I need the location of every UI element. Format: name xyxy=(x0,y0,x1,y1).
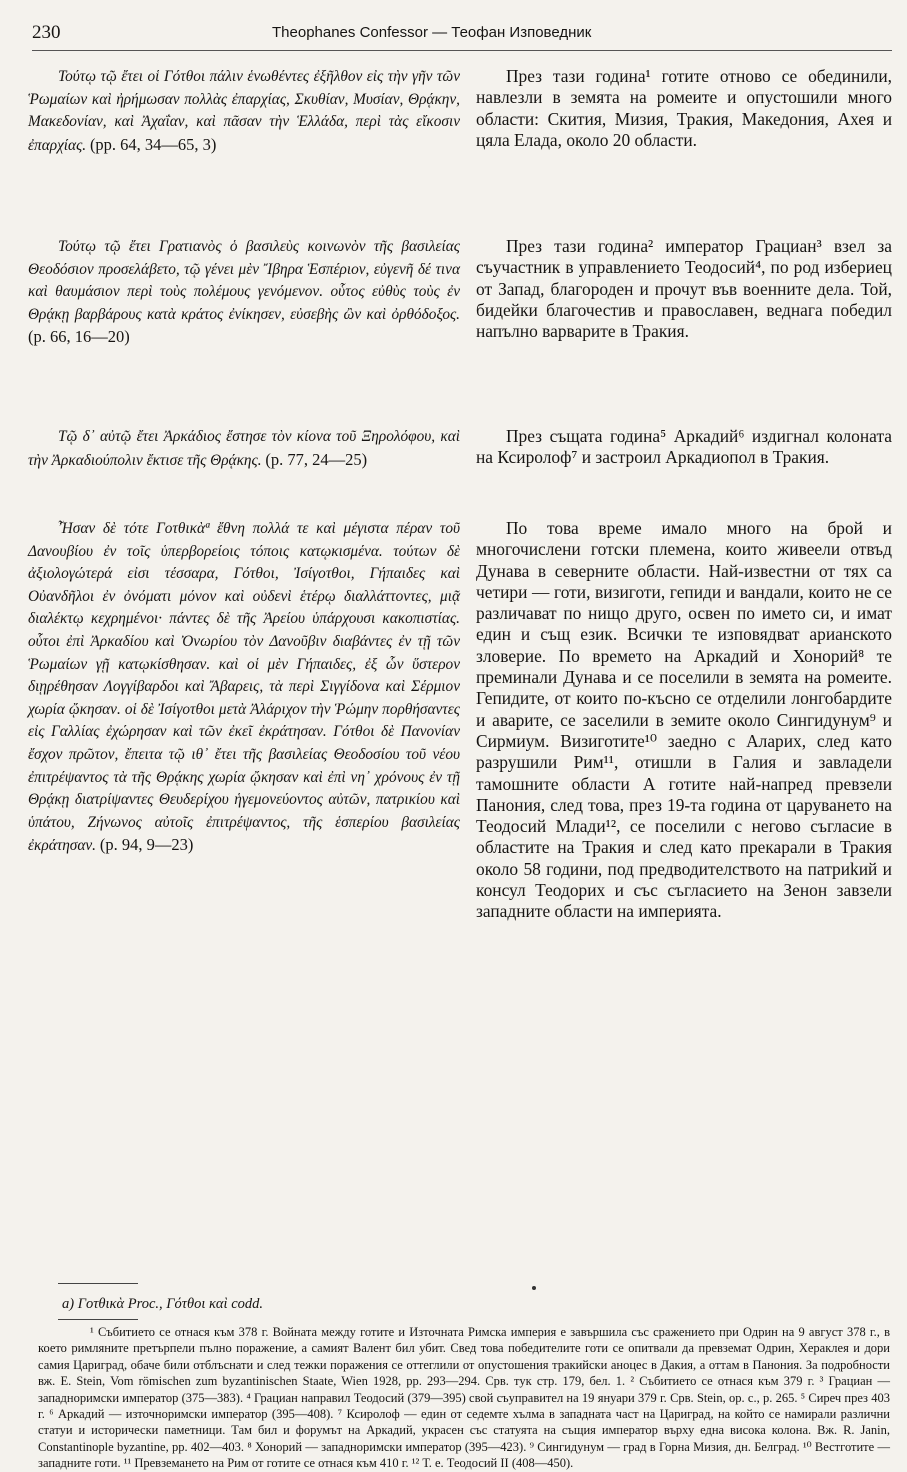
bulgarian-translation: По това време имало много на брой и многочислени готски племена, които живеели отвъд Дунава в северните области. Най-известни от тях са четири — готи, визиготи, гепиди и вандали, които не се различават по нищо друго, освен по името си, и имат един и същ език. Всички те изповядват арианското зловерие. По времето на Аркадий и Хонорий⁸ те преминали Дунава и се поселили в земята на ромеите. Гепидите, от които по-късно се отделили лонгобардите и аварите, се заселили в земите около Сингидунум⁹ и Сирмиум. Визиготите¹⁰ заедно с Аларих, след като разрушили Рим¹¹, отишли в Галия и завладели тамошните области А готите най-напред превзели Панония, след това, през 19-та година от царуването на Теодосий Млади¹², се поселили с негово съгласие в областите на Тракия и след като прекарали в Тракия около 58 години, под предводителството на патриkий и консул Теодорих и със съгласието на Зенон завзели западните области на империята. xyxy=(476,518,892,922)
bulgarian-translation: През тази година¹ готите отново се обединили, навлезли в земята на ромеите и опустошили много области: Скития, Мизия, Тракия, Македония, Ахея и цяла Елада, около 20 области. xyxy=(476,66,892,150)
greek-reference: (p. 66, 16—20) xyxy=(28,327,130,347)
greek-passage xyxy=(28,518,460,858)
footnote-rule xyxy=(58,1319,138,1320)
page-header xyxy=(32,20,892,51)
greek-text: Τῷ δ᾽ αὐτῷ ἔτει Ἀρκάδιος ἔστησε τὸν κίονα τοῦ Ξηρολόφου, καὶ τὴν Ἀρκαδιούπολιν ἔκτισε τῆς Θρᾴκης. xyxy=(28,428,460,469)
apparatus-rule xyxy=(58,1283,138,1284)
greek-text: Τούτῳ τῷ ἔτει οἱ Γότθοι πάλιν ἑνωθέντες ἐξῆλθον εἰς τὴν γῆν τῶν Ῥωμαίων καὶ ἠρήμωσαν πολλὰς ἐπαρχίας, Σκυθίαν, Μυσίαν, Θρᾴκην, Μακεδονίαν, καὶ Ἀχαΐαν, καὶ πᾶσαν τὴν Ἑλλάδα, περὶ τὰς εἴκοσιν ἐπαρχίας. xyxy=(28,68,460,154)
greek-passage xyxy=(28,66,460,157)
running-title: Theophanes Confessor — Теофан Изповедник xyxy=(272,24,592,41)
footnotes: ¹ Събитието се отнася към 378 г. Войната между готите и Източната Римска империя е завършила със сражението при Одрин на 9 август 378 г., в което римляните претърпели пълно поражение, а самият Валент бил убит. Свед това победителите готи се опитвали да превземат Одрин, Хераклея и дори самия Цариград, обаче били отблъснати и след тежки поражения се оттеглили от опустошения тракийски аноцес в Дакия, а оттам в Панония. За подробности вж. E. Stein, Vom römischen zum byzantinischen Staate, Wien 1928, pp. 293—294. Срв. тук стр. 179, бел. 1. ² Събитието се отнася към 379 г. ³ Грациан — западноримски император (375—383). ⁴ Грациан направил Теодосий (379—395) свой съуправител на 19 януари 379 г. Срв. Stein, op. c., p. 265. ⁵ Сиреч през 403 г. ⁶ Аркадий — източноримски император (395—408). ⁷ Ксиролоф — един от седемте хълма в западната част на Цариград, на който се намирали различни статуи и исторически паметници. Там бил и форумът на Аркадий, украсен със статуята на същия император върху една висока колона. Вж. R. Janin, Constantinople byzantine, pp. 402—403. ⁸ Хонорий — западноримски император (395—423). ⁹ Сингидунум — град в Горна Мизия, дн. Белград. ¹⁰ Вестготите — западните готи. ¹¹ Превземането на Рим от готите се отнася към 410 г. ¹² Т. е. Теодосий II (408—450). xyxy=(38,1325,890,1471)
page-number: 230 xyxy=(32,22,61,43)
ink-dot xyxy=(532,1286,536,1290)
greek-reference: (p. 77, 24—25) xyxy=(265,449,368,469)
greek-reference: (p. 94, 9—23) xyxy=(99,835,194,855)
greek-reference: (pp. 64, 34—65, 3) xyxy=(89,134,217,154)
bulgarian-translation: През тази година² император Грациан³ взел за съучастник в управлението Теодосий⁴, по род избериец от Запад, благороден и прочут във военните дела. Той, бидейки благочестив и православен, веднага победил напълно варварите в Тракия. xyxy=(476,236,892,342)
greek-text: Ἦσαν δὲ τότε Γοτθικὰª ἔθνη πολλά τε καὶ μέγιστα πέραν τοῦ Δανουβίου ἐν τοῖς ὑπερβορείοις τόποις κατῳκισμένα. τούτων δὲ ἀξιολογώτερά εἰσι τέσσαρα, Γότθοι, Ἰσίγοτθοι, Γήπαιδες καὶ Οὐανδῆλοι ἐν ὀνόματι μόνον καὶ οὐδενὶ ἑτέρῳ διαλλάττοντες, μιᾷ διαλέκτῳ κεχρημένοι· πάντες δὲ τῆς Ἀρείου ὑπάρχουσι κακοπιστίας. οὗτοι ἐπὶ Ἀρκαδίου καὶ Ὀνωρίου τὸν Δανοῦβιν διαβάντες ἐν τῇ τῶν Ῥωμαίων γῇ κατῳκίσθησαν. καὶ οἱ μὲν Γήπαιδες, ἐξ ὧν ὕστερον διῃρέθησαν Λογγίβαρδοι καὶ Ἄβαρεις, τὰ περὶ Σιγγίδονα καὶ Σέρμιον χωρία ᾤκησαν. οἱ δὲ Ἰσίγοτθοι μετὰ Ἀλάριχον τὴν Ῥώμην πορθήσαντες εἰς Γαλλίας ἐχώρησαν καὶ τῶν ἐκεῖ ἐκράτησαν. Γότθοι δὲ Πανονίαν ἔσχον πρῶτον, ἔπειτα τῷ ιθ᾽ ἔτει τῆς βασιλείας Θεοδοσίου τοῦ νέου ἐπιτρέψαντος τὰ τῆς Θρᾴκης χωρία ᾤκησαν καὶ ἐπὶ νη᾽ χρόνους ἐν τῇ Θρᾴκῃ διατρίψαντες Θευδερίχου ἡγεμονεύοντος αὐτῶν, πατρικίου καὶ ὑπάτου, Ζήνωνος αὐτοῖς ἐπιτρέψαντος, τῆς ἑσπερίου βασιλείας ἐκράτησαν. xyxy=(28,520,460,855)
critical-apparatus: a) Γοτθικὰ Proc., Γότθοι καὶ codd. xyxy=(62,1296,264,1312)
greek-passage xyxy=(28,236,460,350)
bulgarian-translation: През същата година⁵ Аркадий⁶ издигнал колоната на Ксиролоф⁷ и застроил Аркадиопол в Тракия. xyxy=(476,426,892,468)
greek-passage xyxy=(28,426,460,472)
greek-text: Τούτῳ τῷ ἔτει Γρατιανὸς ὁ βασιλεὺς κοινωνὸν τῆς βασιλείας Θεοδόσιον προσελάβετο, τῷ γένει μὲν Ἴβηρα Ἑσπέριον, εὐγενῆ δέ τινα καὶ θαυμάσιον περὶ τοὺς πολέμους γενόμενον. οὗτος εὐθὺς τοὺς ἐν Θρᾴκῃ βαρβάρους κατὰ κράτος ἐνίκησεν, εὐσεβὴς ὢν καὶ ὀρθόδοξος. xyxy=(28,238,460,323)
